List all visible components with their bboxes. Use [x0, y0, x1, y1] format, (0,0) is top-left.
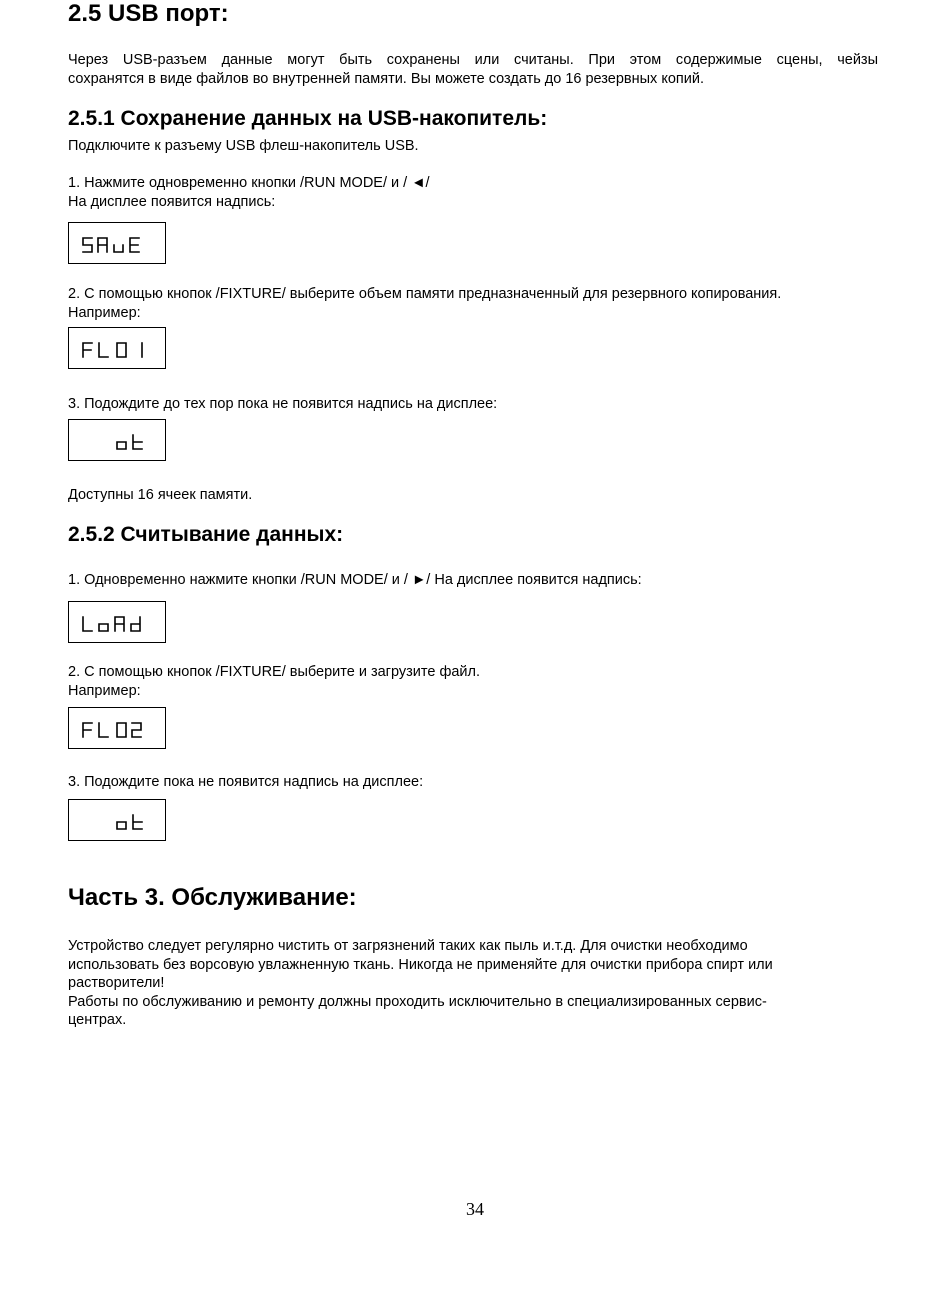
section-usb-title: 2.5 USB порт: — [68, 0, 229, 27]
lcd-display-save — [68, 222, 166, 264]
lcd-display-fl01 — [68, 327, 166, 369]
save-connect-text: Подключите к разъему USB флеш-накопитель USB. — [68, 138, 419, 154]
maintenance-line-2: использовать без ворсовую увлажненную ткань. Никогда не применяйте для очистки прибора спирт или — [68, 956, 773, 973]
section-maintenance-title: Часть 3. Обслуживание: — [68, 884, 357, 911]
page-number: 34 — [466, 1199, 484, 1219]
maintenance-line-4: Работы по обслуживанию и ремонту должны проходить исключительно в специализированных сервис- — [68, 993, 767, 1010]
maintenance-line-5: центрах. — [68, 1012, 127, 1028]
save-step-2-line-1: 2. С помощью кнопок /FIXTURE/ выберите объем памяти предназначенный для резервного копирования. — [68, 286, 782, 302]
seven-segment-fl01 — [69, 328, 167, 370]
load-step-1: 1. Одновременно нажмите кнопки /RUN MODE/ и / ►/ На дисплее появится надпись: — [68, 572, 642, 588]
lcd-display-ok-save — [68, 419, 166, 461]
load-step-3: 3. Подождите пока не появится надпись на дисплее: — [68, 774, 424, 790]
seven-segment-ok-save — [69, 420, 167, 462]
seven-segment-ok-load — [69, 800, 167, 842]
usb-intro-paragraph — [68, 51, 878, 88]
save-step-3: 3. Подождите до тех пор пока не появится надпись на дисплее: — [68, 396, 498, 412]
seven-segment-fl02 — [69, 708, 167, 750]
usb-intro-line-1: Через USB-разъем данные могут быть сохранены или считаны. При этом содержимые сцены, чейзы — [68, 52, 878, 68]
save-step-1 — [68, 174, 878, 211]
load-step-2-line-1: 2. С помощью кнопок /FIXTURE/ выберите и загрузите файл. — [68, 664, 481, 680]
seven-segment-save — [69, 223, 167, 265]
memory-note: Доступны 16 ячеек памяти. — [68, 487, 253, 503]
load-step-2-line-2: Например: — [68, 682, 141, 699]
save-step-1-line-1: 1. Нажмите одновременно кнопки /RUN MODE/ и / ◄/ — [68, 175, 430, 191]
save-step-2-line-2: Например: — [68, 304, 141, 321]
section-save-title: 2.5.1 Сохранение данных на USB-накопитель: — [68, 107, 548, 130]
lcd-display-fl02 — [68, 707, 166, 749]
lcd-display-ok-load — [68, 799, 166, 841]
maintenance-paragraph — [68, 937, 878, 1030]
maintenance-line-3: растворители! — [68, 975, 165, 991]
seven-segment-load — [69, 602, 167, 644]
save-step-1-line-2: На дисплее появится надпись: — [68, 193, 276, 210]
load-step-2 — [68, 663, 878, 700]
lcd-display-load — [68, 601, 166, 643]
section-load-title: 2.5.2 Считывание данных: — [68, 523, 344, 546]
maintenance-line-1: Устройство следует регулярно чистить от загрязнений таких как пыль и.т.д. Для очистки необходимо — [68, 938, 748, 954]
save-step-2 — [68, 285, 878, 322]
usb-intro-line-2: сохранятся в виде файлов во внутренней памяти. Вы можете создать до 16 резервных копий. — [68, 70, 704, 87]
